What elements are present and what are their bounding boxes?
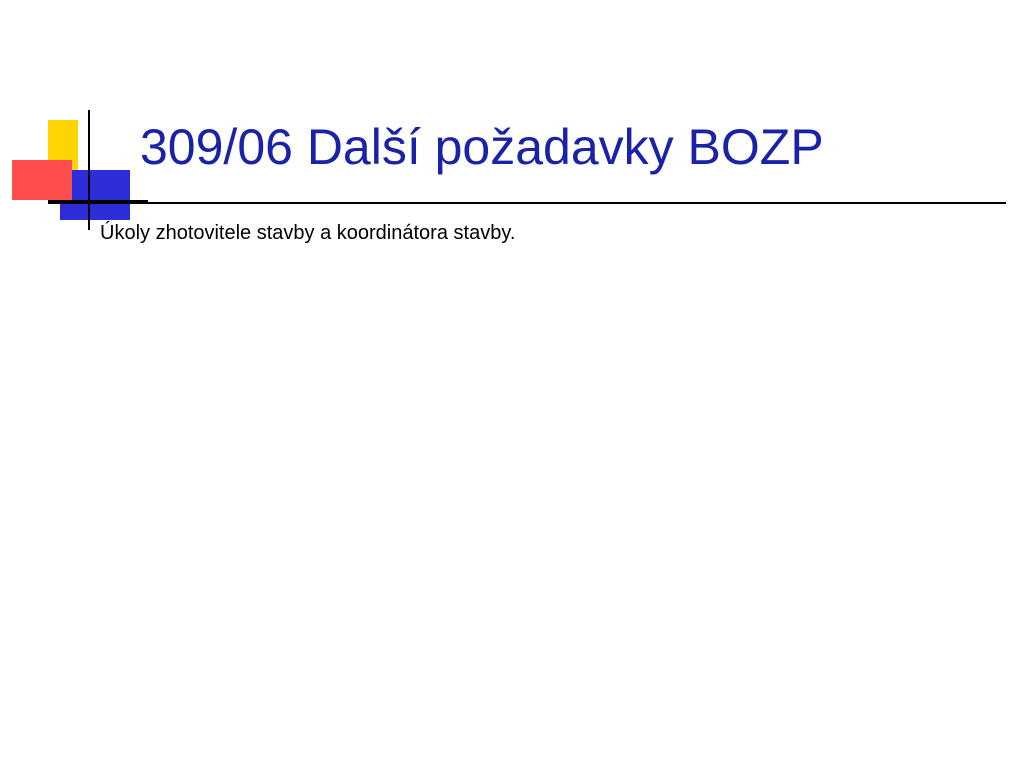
slide-title: 309/06 Další požadavky BOZP — [140, 119, 824, 175]
title-divider — [48, 202, 1006, 204]
slide-summary: Úkoly zhotovitele stavby a koordinátora stavby. — [100, 222, 516, 244]
